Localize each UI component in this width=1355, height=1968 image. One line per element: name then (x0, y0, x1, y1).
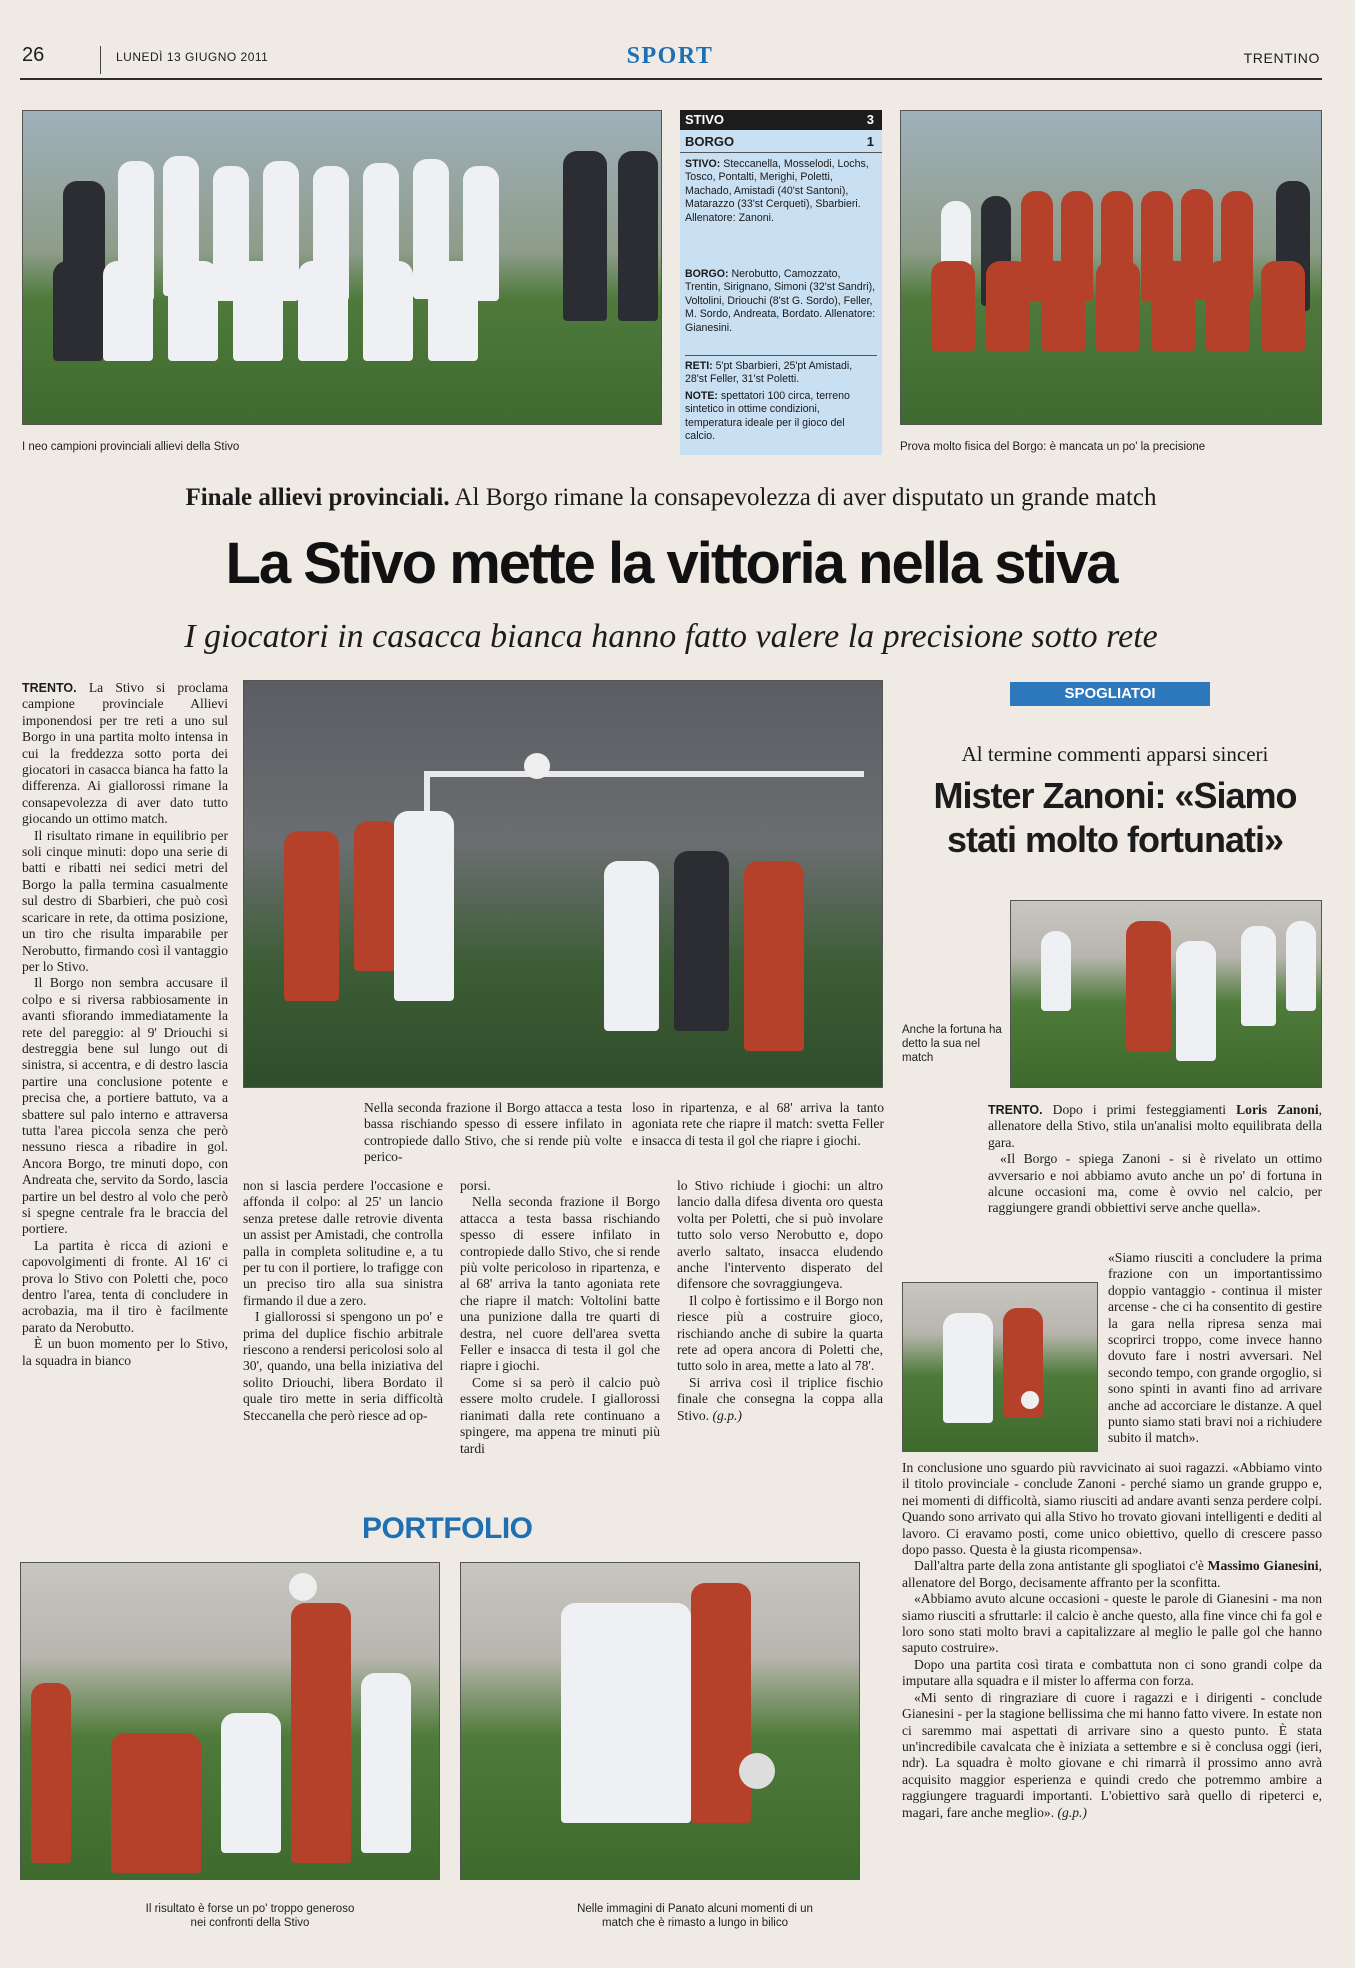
notes-text: spettatori 100 circa, terreno sintetico in ottime condizioni, temperatura ideale per il gioco del calcio. (685, 390, 850, 443)
photo-caption-borgo: Prova molto fisica del Borgo: è mancata un po' la precisione (900, 441, 1206, 453)
away-team-name: BORGO (685, 134, 735, 149)
sidebar-kicker: Al termine commenti apparsi sinceri (961, 742, 1269, 766)
article-column-4 (677, 1178, 883, 1424)
article-signature: (g.p.) (712, 1407, 742, 1423)
page-number: 26 (22, 44, 45, 66)
article-col4-p2: Il colpo è fortissimo e il Borgo non riesce più a costruire gioco, rischiando anche di subire la quarta rete ad opera ancora di Poletti che, tutto solo in area, mette a lato al 78'. (677, 1292, 883, 1374)
home-team-row (680, 110, 882, 130)
borgo-lineup-label: BORGO: (685, 268, 729, 280)
article-col3-p1: porsi. (460, 1178, 491, 1193)
kicker-rest: Al Borgo rimane la consapevolezza di aver disputato un grande match (454, 484, 1157, 511)
article-column-1 (22, 680, 228, 1369)
sidebar-signature: (g.p.) (1057, 1804, 1087, 1820)
article-col2-p1: non si lascia perdere l'occasione e affonda il colpo: al 25' un lancio senza pretese dalle retrovie diventa un assist per Amistadi, che controlla palla in completa solitudine e, a tu per tu con il portiere, lo trafigge con un preciso tiro alla sua sinistra firmando il due a zero. (243, 1178, 443, 1308)
kicker-bold: Finale allievi provinciali. (185, 484, 450, 511)
article-dateline: TRENTO. (22, 681, 77, 695)
portfolio-title: PORTFOLIO (362, 1512, 533, 1545)
article-col3-p2: Nella seconda frazione il Borgo attacca a testa bassa rischiando spesso di essere infilato in contropiede dallo Stivo, che si rende più volte pericoloso in ripartenza, e al 68' arriva la tanto agoniata rete che riapre il match: Voltolini batte una punizione dalla tre quarti di destra, nel cuore dell'area svetta Feller e insacca di testa il gol che riapre i giochi. (460, 1194, 660, 1374)
section-title: SPORT (626, 43, 714, 69)
article-column-3 (460, 1178, 660, 1457)
article-col1-p1: La Stivo si proclama campione provinciale Allievi imponendosi per tre reti a uno sul Borgo in una partita molto intensa in cui la freddezza sotto porta dei giocatori in casacca bianca ha fatto la differenza. Ai giallorossi rimane la consapevolezza di aver dato tutto giocando un ottimo match. (22, 680, 228, 827)
article-col4-p3: Si arriva così il triplice fischio finale che consegna la coppa alla Stivo. (677, 1374, 883, 1423)
away-team-row (680, 132, 882, 153)
col4-top-text: loso in ripartenza, e al 68' arriva la tanto agoniata rete che riapre il match: svetta Feller e insacca di testa il gol che riapre i giochi. (632, 1100, 884, 1148)
article-col3-p3: Come si sa però il calcio può essere molto crudele. I giallorossi rianimati dalla rete continuano a spingere, ma appena tre minuti più tardi (460, 1374, 660, 1456)
portfolio-caption-right: Nelle immagini di Panato alcuni momenti di un match che è rimasto a lungo in bilico (577, 1903, 813, 1929)
goals-line (685, 360, 877, 387)
notes-label: NOTE: (685, 390, 718, 402)
goals-label: RETI: (685, 360, 713, 372)
header-rule (20, 78, 1322, 80)
stivo-lineup-label: STIVO: (685, 158, 721, 170)
sidebar-p5-a: Dall'altra parte della zona antistante gli spogliatoi c'è (914, 1558, 1204, 1574)
edition-name: TRENTINO (1243, 50, 1320, 66)
photo-caption-stivo: I neo campioni provinciali allievi della Stivo (22, 441, 240, 453)
sidebar-p3: «Siamo riusciti a concludere la prima frazione con un importantissimo doppio vantaggio - continua il mister arcense - che ci ha consentito di gestire la gara nella ripresa senza mai scoprirci troppo, come invece hanno dovuto fare i nostri avversari. Nel secondo tempo, con grande orgoglio, si sono spinti in avanti fino ad arrivare anche ad accorciare le distanze. A quel punto siamo stati bravi noi a richiudere subito il match». (1108, 1250, 1322, 1446)
article-col1-p5: È un buon momento per lo Stivo, la squadra in bianco (22, 1336, 228, 1368)
sidebar-p4: In conclusione uno sguardo più ravvicinato ai suoi ragazzi. «Abbiamo vinto il titolo provinciale - conclude Zanoni - perché siamo un grande gruppo e, nei momenti di difficoltà, siamo riusciti ad andare avanti senza perdere colpi. Quando sono arrivato qui alla Stivo ho trovato giovani intelligenti e dediti al lavoro. Ci eravamo posti, come unico obiettivo, quello di crescere passo dopo passo. Questa è la giusta ricompensa». (902, 1460, 1322, 1558)
home-team-name: STIVO (685, 112, 725, 127)
scoreboard-divider (685, 355, 877, 356)
headline-kicker (20, 484, 1322, 512)
sidebar-column-wrap (1108, 1250, 1322, 1447)
sidebar-photo-caption: Anche la fortuna ha detto la sua nel match (902, 1024, 1002, 1064)
article-col2-p2: I giallorossi si spengono un po' e prima del duplice fischio arbitrale riescono a rendersi pericolosi solo al 30', quando, una bella iniziativa del solito Driouchi, libera Bordato il quale tiro mette in seria difficoltà Steccanella che però riesce ad op- (243, 1309, 443, 1423)
article-col1-p3: Il Borgo non sembra accusare il colpo e si riversa rabbiosamente in avanti sfiorando immediatamente la rete del pareggio: al 9' Driouchi si destreggia bene sul lungo out di sinistra, si accentra, e di destro lascia partire una conclusione potente e precisa che, a portiere battuto, va a sbattere sul palo interno e attraversa tutta l'area piccola senza che però nessuno riesca a ribadire in gol. Ancora Borgo, tre minuti dopo, con Andreata che, servito da Sordo, lascia partire un bel destro al volo che però si spegne centrale fra le braccia del portiere. (22, 975, 228, 1237)
sidebar-title: Mister Zanoni: «Siamo stati molto fortunati» (933, 775, 1297, 860)
article-col4-p1: lo Stivo richiude i giochi: un altro lancio dalla difesa diventa oro questa volta per Poletti, che si può involare tutto solo verso Nerobutto e, dopo averlo saltato, insacca eludendo anche l'intervento disperato del difensore che sovraggiungeva. (677, 1178, 883, 1292)
article-col1-p4: La partita è ricca di azioni e capovolgimenti di fronte. Al 16' ci prova lo Stivo con Poletti che, poco dentro l'area, tenta di concludere in acrobazia, ma il tiro è facilmente parato da Nerobutto. (22, 1237, 228, 1335)
borgo-lineup (685, 268, 877, 335)
sidebar-p1-a: Dopo i primi festeggiamenti (1052, 1102, 1227, 1117)
col3-top-text: Nella seconda frazione il Borgo attacca a testa bassa rischiando spesso di essere infilato in contropiede dallo Stivo, che si rende più volte perico- (364, 1100, 622, 1165)
sidebar-action-photo (902, 1282, 1098, 1452)
sidebar-p2: «Il Borgo - spiega Zanoni - si è rivelato un ottimo avversario e noi abbiamo avuto anche un po' di fortuna in alcune occasioni ma, come è ovvio nel calcio, per raggiungere grandi obbiettivi serve anche quella». (988, 1151, 1322, 1216)
sidebar-column-bottom (902, 1460, 1322, 1821)
sidebar-dateline: TRENTO. (988, 1103, 1043, 1117)
sidebar-p8: «Mi sento di ringraziare di cuore i ragazzi e i dirigenti - conclude Gianesini - per la stagione bellissima che mi hanno fatto vivere. In estate non ci saremmo mai aspettati di arrivare sino a questo punto. È stata un'incredibile cavalcata che è iniziata a settembre e si è conclusa oggi (ieri, ndr). La squadra è molto giovane e chi rimarrà il prossimo anno avrà acquisito maggior esperienza e quindi credo che potremmo ambire a raggiungere traguardi importanti. L'obiettivo sarà quello di ripeterci e, magari, fare anche meglio». (902, 1689, 1322, 1820)
sidebar-p1-b: , allenatore della Stivo, stila un'analisi molto equilibrata della gara. (988, 1102, 1322, 1150)
stivo-lineup-text: Steccanella, Mosselodi, Lochs, Tosco, Pontalti, Merighi, Poletti, Machado, Amistadi (40'st Santoni), Matarazzo (33'st Cerqueti), Sbarbieri. Allenatore: Zanoni. (685, 158, 869, 224)
sidebar-p6: «Abbiamo avuto alcune occasioni - queste le parole di Gianesini - ma non siamo riusciti a sfruttarle: il calcio è anche questo, alla fine vince chi fa gol e loro sono stati molto bravi a capitalizzare al meglio le palle gol che hanno saputo costruire». (902, 1591, 1322, 1656)
match-action-photo (243, 680, 883, 1088)
goals-text: 5'pt Sbarbieri, 25'pt Amistadi, 28'st Feller, 31'st Poletti. (685, 360, 853, 386)
team-photo-stivo (22, 110, 662, 425)
sidebar-label: SPOGLIATOI (1010, 682, 1210, 706)
notes-line (685, 390, 877, 444)
sidebar-photo (1010, 900, 1322, 1088)
sidebar-p5-b: , allenatore del Borgo, decisamente affranto per la sconfitta. (902, 1558, 1322, 1590)
sidebar-p5-name: Massimo Gianesini (1207, 1558, 1319, 1574)
article-col1-p2: Il risultato rimane in equilibrio per soli cinque minuti: dopo una serie di batti e ribatti nei sedici metri del Borgo la palla termina casualmente sul destro di Sbarbieri, che può così scaricare in rete, da ottima posizione, un tiro che risulta imparabile per Nerobutto, firmando così il vantaggio per lo Stivo. (22, 827, 228, 974)
team-photo-borgo (900, 110, 1322, 425)
headline-title: La Stivo mette la vittoria nella stiva (225, 531, 1117, 596)
away-team-score: 1 (866, 134, 874, 149)
portfolio-photo-left (20, 1562, 440, 1880)
article-col3-top (364, 1100, 622, 1166)
sidebar-p7: Dopo una partita così tirata e combattuta non ci sono grandi colpe da imputare alla squadra e il mister lo afferma con forza. (902, 1656, 1322, 1689)
sidebar-column-top (988, 1102, 1322, 1217)
page-date: LUNEDÌ 13 GIUGNO 2011 (116, 50, 269, 64)
portfolio-caption-left: Il risultato è forse un po' troppo generoso nei confronti della Stivo (145, 1903, 355, 1929)
match-scoreboard (680, 110, 882, 455)
borgo-lineup-text: Nerobutto, Camozzato, Trentin, Sirignano, Simoni (32'st Sandri), Voltolini, Driouchi (8'st G. Sordo), Feller, M. Sordo, Andreata, Bordato. Allenatore: Gianesini. (685, 268, 876, 334)
headline-subtitle: I giocatori in casacca bianca hanno fatto valere la precisione sotto rete (184, 618, 1158, 655)
article-column-2 (243, 1178, 443, 1424)
sidebar-p1-name: Loris Zanoni (1236, 1102, 1319, 1117)
stivo-lineup (685, 158, 877, 225)
portfolio-photo-right (460, 1562, 860, 1880)
home-team-score: 3 (866, 112, 874, 127)
header-divider-vertical (100, 46, 101, 74)
article-col4-top (632, 1100, 884, 1149)
